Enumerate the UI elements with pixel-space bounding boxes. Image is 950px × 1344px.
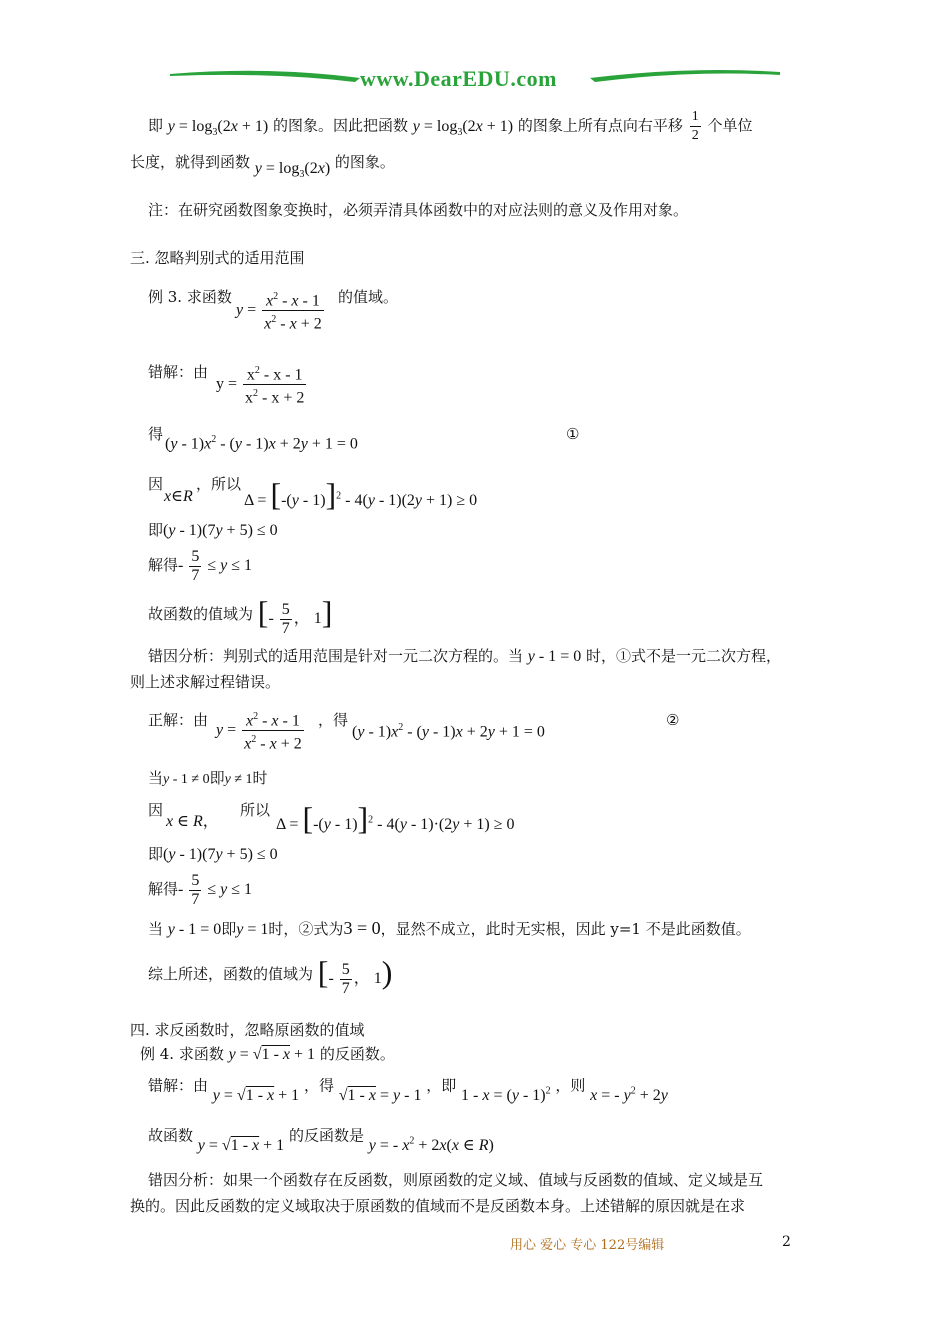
example-3-formula: y = $\frac{x^2 - x - 1}{x^2 - x + 2}$: [236, 288, 326, 334]
x-in-r: x∈R: [164, 488, 193, 505]
error-analysis-4a: 错因分析：如果一个函数存在反函数，则原函数的定义域、值域与反函数的值域、定义域是互: [148, 1171, 764, 1189]
yin2-label: 因: [148, 801, 164, 819]
error-analysis-2: 则上述求解过程错误。: [130, 673, 281, 691]
comma-de: ，得: [318, 711, 349, 729]
section-4-heading: 四. 求反函数时，忽略原函数的值域: [130, 1021, 365, 1039]
yin-label: 因: [148, 475, 164, 493]
note-text: 注：在研究函数图象变换时，必须弄清具体函数中的对应法则的意义及作用对象。: [148, 201, 689, 219]
page-number: 2: [782, 1234, 791, 1250]
x-in-r-2: x ∈ R，: [166, 813, 219, 830]
wrong-formula: y = $\frac{x^2 - x - 1}{x^2 - x + 2}$: [216, 362, 308, 408]
formula-log-2x1-b: $y = \log_3(2x + 1)$: [412, 117, 514, 138]
gu4-line: 故函数 y = √1 - x + 1 的反函数是 y = - $x^2 + 2x(x$ ∈ R): [148, 1126, 494, 1155]
wrong-4-line: 错解：由 y = √1 - x + 1 ，得 √1 - x = y - 1 ，即 1 - x = (y - 1)$^2$ ，则 x = - $y^2 + 2y$: [148, 1076, 668, 1105]
discriminant-1: Δ = [-(y - 1)]$^2$ - 4(y - 1)(2y + 1) ≥ 0: [244, 476, 478, 512]
example-4: 例 4. 求函数 y = √1 - x + 1 的反函数。: [140, 1045, 395, 1063]
correct-label: 正解：由: [148, 711, 209, 729]
circle-2: ②: [666, 711, 680, 729]
line-2: 长度，就得到函数 $y = \log_3(2x)$ 的图象。: [130, 153, 395, 181]
formula-log-2x1: $y = \log_3(2x + 1)$: [167, 117, 269, 138]
correct-formula: y = $\frac{x^2 - x - 1}{x^2 - x + 2}$: [216, 708, 306, 754]
wrong-label: 错解：由: [148, 363, 209, 381]
suoyi2-label: 所以: [240, 801, 271, 819]
header-logo: [170, 60, 780, 100]
error-analysis: 错因分析：判别式的适用范围是针对一元二次方程的。当 y - 1 = 0 时，①式不是一元二次方程，: [148, 647, 782, 665]
equation-2: $(y - 1)x^2 - (y - 1)x + 2y + 1 = 0$: [352, 722, 545, 741]
line-1: 即 $y = \log_3(2x + 1)$ 的图象。因此把函数 $y = \log_3(2x + 1)$ 的图象上所有点向右平移 $\frac{1}{2}$ 个单位: [148, 109, 753, 143]
range-line-2: 综上所述，函数的值域为 [- $\frac{5}{7}$ ， 1): [148, 954, 393, 997]
example-3-tail: 的值域。: [338, 288, 399, 306]
formula-log-2x: $y = \log_3(2x)$: [254, 160, 331, 181]
de-label: 得: [148, 425, 164, 443]
logo-text: www.DearEDU.com: [360, 66, 557, 91]
footer-slogan: 用心 爱心 专心 122号编辑: [510, 1238, 665, 1253]
error-analysis-4b: 换的。因此反函数的定义域取决于原函数的值域而不是反函数本身。上述错解的原因就是在求: [130, 1197, 746, 1215]
fraction-half: $\frac{1}{2}$: [691, 109, 699, 143]
ji2-line: 即(y - 1)(7y + 5) ≤ 0: [148, 845, 278, 863]
suoyi-label: ，所以: [196, 475, 242, 493]
dang2-line: 当 y - 1 = 0即y = 1时，②式为3 = 0，显然不成立，此时无实根，因此 y=1 不是此函数值。: [148, 918, 751, 938]
circle-1: ①: [566, 425, 580, 443]
discriminant-2: Δ = [-(y - 1)]$^2$ - 4(y - 1)·(2y + 1) ≥ 0: [276, 800, 515, 836]
jiede2-line: 解得- $\frac{5}{7}$ ≤ y ≤ 1: [148, 872, 253, 908]
dang-line: 当y - 1 ≠ 0即y ≠ 1时: [148, 769, 268, 787]
range-line-1: 故函数的值域为 [- $\frac{5}{7}$ ， 1]: [148, 594, 333, 637]
ji-line: 即(y - 1)(7y + 5) ≤ 0: [148, 521, 278, 539]
section-3-heading: 三. 忽略判别式的适用范围: [130, 249, 305, 267]
jiede-line: 解得- $\frac{5}{7}$ ≤ y ≤ 1: [148, 548, 253, 584]
example-3: 例 3. 求函数: [148, 288, 232, 306]
equation-1: $(y - 1)x^2 - (y - 1)x + 2y + 1 = 0$: [165, 434, 358, 453]
